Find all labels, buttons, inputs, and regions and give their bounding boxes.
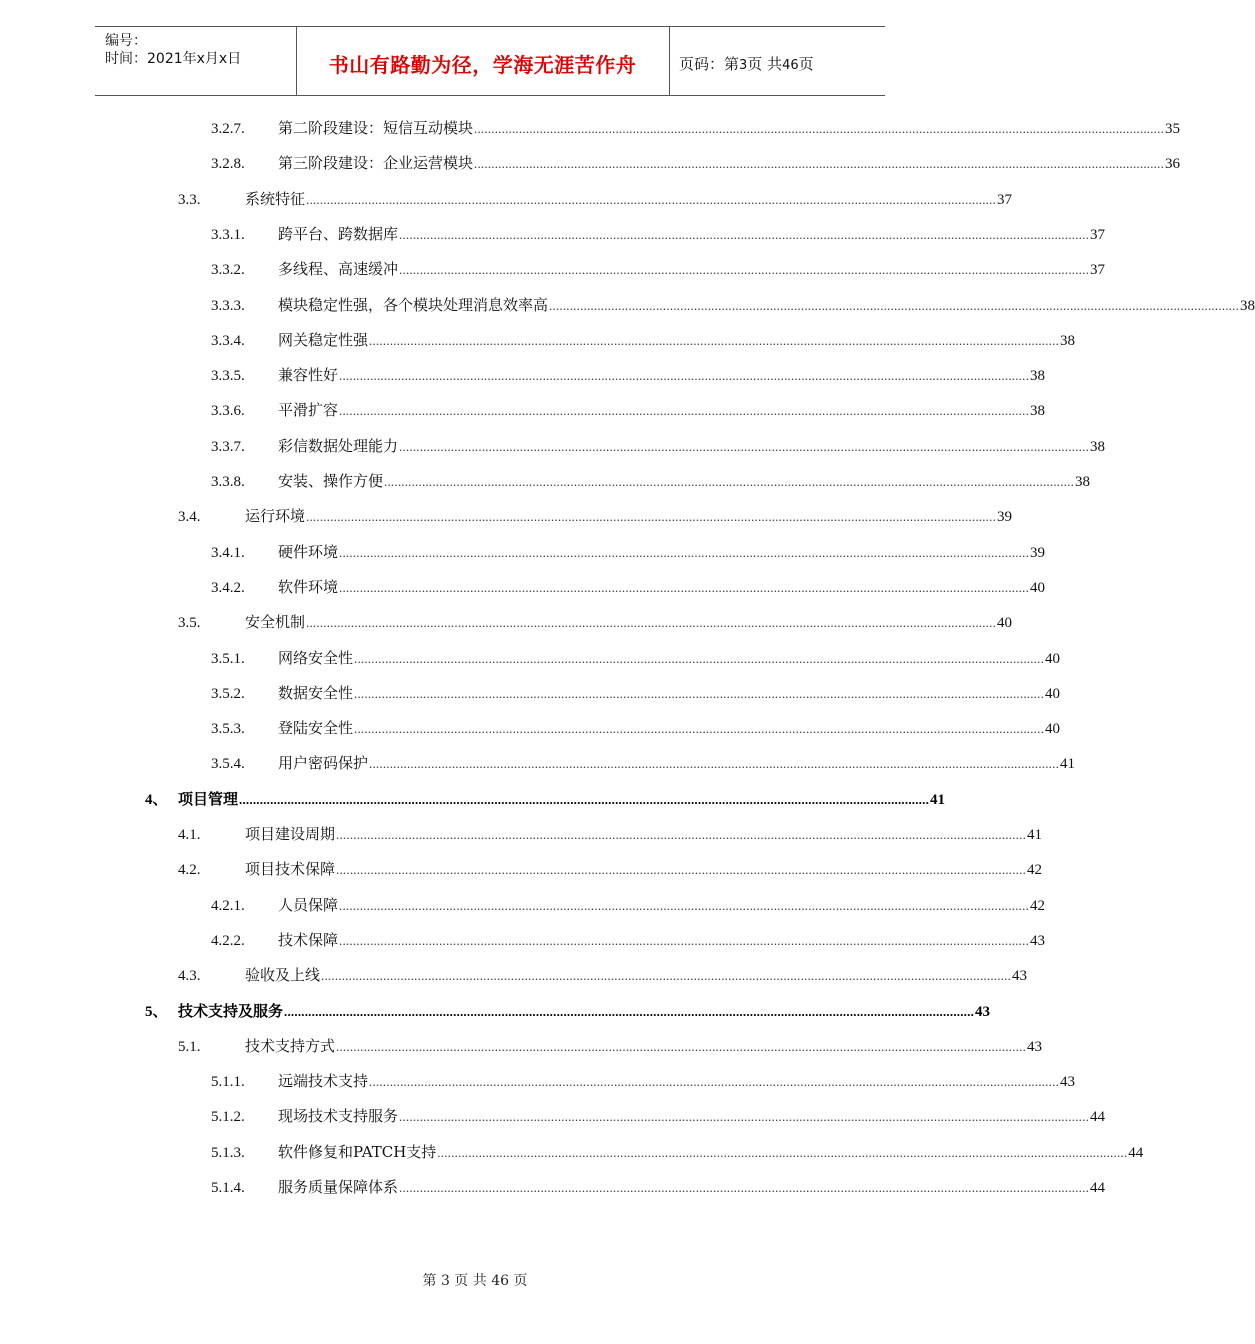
toc-dot-leader: ........................................................................................................................................................................................................ [339,932,1030,948]
toc-entry[interactable] [178,857,1043,881]
toc-entry[interactable] [211,540,1046,564]
toc-dot-leader: ........................................................................................................................................................................................................ [549,297,1240,313]
toc-entry[interactable] [211,293,1255,317]
toc-entry-page: 37 [1090,226,1106,243]
toc-entry-number: 3.3.3. [211,297,245,314]
toc-entry-title: 安装、操作方便 [278,472,384,490]
header-motto: 书山有路勤为径，学海无涯苦作舟 [328,53,637,77]
toc-dot-leader: ........................................................................................................................................................................................................ [336,1038,1027,1054]
toc-entry-number: 3.4. [178,509,201,526]
toc-entry-title: 网关稳定性强 [278,330,369,349]
toc-entry-title: 数据安全性 [278,683,354,702]
toc-entry-page: 41 [1060,756,1076,773]
toc-entry[interactable] [211,1140,1144,1164]
toc-entry-title: 技术支持及服务 [178,1001,284,1020]
toc-entry[interactable] [211,751,1076,775]
toc-entry-title: 软件修复和PATCH支持 [278,1142,437,1161]
toc-dot-leader: ........................................................................................................................................................................................................ [306,615,997,631]
toc-entry-number: 4.2.2. [211,932,245,949]
toc-entry-title: 登陆安全性 [278,719,354,738]
toc-entry-page: 43 [1012,968,1028,985]
toc-dot-leader: ........................................................................................................................................................................................................ [369,756,1060,772]
toc-entry[interactable] [211,681,1061,705]
header-divider [669,26,670,96]
toc-entry-page: 40 [997,615,1013,632]
toc-entry[interactable] [211,1069,1076,1093]
toc-entry-page: 42 [1030,897,1046,914]
page-prefix: 页码：第 [679,55,740,73]
header-meta [105,32,241,68]
toc-entry-title: 跨平台、跨数据库 [278,224,399,243]
toc-entry-title: 服务质量保障体系 [278,1178,399,1196]
toc-entry-number: 5.1.4. [211,1180,245,1196]
toc-entry[interactable] [211,116,1181,140]
toc-entry-page: 44 [1128,1144,1144,1161]
toc-entry-title: 彩信数据处理能力 [278,436,399,455]
page-header [95,26,885,96]
toc-entry-page: 39 [997,509,1013,526]
toc-entry-number: 4.1. [178,827,201,843]
toc-entry[interactable] [211,434,1106,458]
toc-dot-leader: ........................................................................................................................................................................................................ [354,650,1045,666]
toc-dot-leader: ........................................................................................................................................................................................................ [336,862,1027,878]
toc-entry-number: 4.2. [178,862,201,879]
toc-entry-title: 系统特征 [245,189,306,208]
toc-entry[interactable] [178,963,1028,987]
toc-entry-number: 3.5. [178,615,201,632]
toc-entry[interactable] [211,257,1106,281]
toc-entry-page: 43 [1030,932,1046,949]
header-bottom-rule [95,95,885,96]
toc-dot-leader: ........................................................................................................................................................................................................ [399,438,1090,454]
toc-entry[interactable] [211,469,1091,493]
toc-entry-title: 现场技术支持服务 [278,1107,399,1126]
toc-entry-page: 41 [1027,827,1043,843]
toc-dot-leader: ........................................................................................................................................................................................................ [339,897,1030,913]
toc-dot-leader: ........................................................................................................................................................................................................ [399,262,1090,278]
toc-dot-leader: ........................................................................................................................................................................................................ [284,1003,975,1019]
toc-entry[interactable] [211,646,1061,670]
toc-entry-number: 5、 [145,1003,168,1020]
toc-entry-page: 36 [1165,156,1181,173]
toc-entry-page: 40 [1030,579,1046,596]
toc-entry-title: 项目建设周期 [245,825,336,843]
toc-entry-title: 网络安全性 [278,648,354,667]
toc-entry-number: 5.1. [178,1038,201,1055]
toc-entry[interactable] [178,187,1013,211]
toc-entry-number: 3.5.1. [211,650,245,667]
header-page-info [679,53,814,74]
toc-entry[interactable] [178,822,1043,846]
toc-entry[interactable] [178,504,1013,528]
toc-entry-page: 38 [1240,297,1255,314]
toc-entry[interactable] [211,928,1046,952]
toc-dot-leader: ........................................................................................................................................................................................................ [239,791,930,807]
page-mid: 页 共 [747,55,783,73]
toc-dot-leader: ........................................................................................................................................................................................................ [399,226,1090,242]
toc-entry-number: 3.3.7. [211,438,245,455]
toc-dot-leader: ........................................................................................................................................................................................................ [474,156,1165,172]
toc-dot-leader: ........................................................................................................................................................................................................ [437,1144,1128,1160]
toc-entry-title: 第二阶段建设：短信互动模块 [278,119,474,137]
toc-entry-page: 40 [1045,721,1061,738]
toc-entry-number: 3.5.3. [211,721,245,738]
toc-entry[interactable] [211,398,1046,422]
toc-entry-title: 项目管理 [178,789,239,808]
toc-entry-title: 验收及上线 [245,966,321,985]
toc-entry-number: 3.3.5. [211,368,245,385]
toc-entry-number: 5.1.1. [211,1074,245,1091]
toc-entry-page: 40 [1045,685,1061,702]
toc-entry-page: 41 [930,791,946,808]
toc-entry-number: 3.3.6. [211,403,245,420]
toc-dot-leader: ........................................................................................................................................................................................................ [306,191,997,207]
toc-dot-leader: ........................................................................................................................................................................................................ [354,721,1045,737]
toc-dot-leader: ........................................................................................................................................................................................................ [339,403,1030,419]
toc-entry-number: 3.2.7. [211,121,245,137]
header-top-rule [95,26,885,27]
toc-entry-page: 37 [997,191,1013,208]
toc-entry-title: 平滑扩容 [278,401,339,420]
toc-entry-title: 人员保障 [278,895,339,914]
toc-entry[interactable] [211,151,1181,175]
toc-entry-number: 3.3.4. [211,332,245,349]
toc-dot-leader: ........................................................................................................................................................................................................ [306,509,997,525]
toc-dot-leader: ........................................................................................................................................................................................................ [354,685,1045,701]
toc-entry-page: 43 [1060,1074,1076,1091]
toc-entry-title: 技术保障 [278,930,339,949]
toc-entry-page: 42 [1027,862,1043,879]
toc-entry-number: 5.1.3. [211,1144,245,1161]
toc-entry-page: 38 [1030,368,1046,385]
toc-entry-page: 43 [1027,1038,1043,1055]
toc-entry-number: 3.2.8. [211,156,245,173]
toc-entry[interactable] [211,575,1046,599]
toc-dot-leader: ........................................................................................................................................................................................................ [399,1109,1090,1125]
toc-entry[interactable] [211,1175,1106,1199]
toc-entry-title: 用户密码保护 [278,754,369,773]
toc-entry-title: 多线程、高速缓冲 [278,260,399,279]
toc-entry-number: 3.5.2. [211,685,245,702]
toc-entry[interactable] [211,328,1076,352]
toc-entry-page: 39 [1030,544,1046,561]
toc-entry-number: 3.3.8. [211,474,245,490]
toc-entry-title: 运行环境 [245,507,306,526]
page-total: 46 [782,58,799,73]
toc-entry-title: 技术支持方式 [245,1036,336,1055]
page-suffix: 页 [798,55,814,73]
toc-entry-number: 3.4.2. [211,579,245,596]
toc-entry-page: 38 [1090,438,1106,455]
toc-entry-number: 3.4.1. [211,544,245,561]
toc-entry-title: 模块稳定性强，各个模块处理消息效率高 [278,295,549,314]
page-footer: 第 3 页 共 46 页 [422,1273,528,1289]
toc-entry-title: 远端技术支持 [278,1072,369,1091]
toc-entry[interactable] [145,999,991,1023]
toc-entry-title: 兼容性好 [278,366,339,385]
toc-entry-page: 35 [1165,121,1181,137]
toc-entry-number: 4、 [145,791,168,808]
toc-entry[interactable] [145,787,946,811]
toc-entry-page: 38 [1075,474,1091,490]
toc-entry[interactable] [211,1104,1106,1128]
toc-entry-title: 安全机制 [245,613,306,632]
toc-entry-title: 软件环境 [278,577,339,596]
toc-entry[interactable] [211,893,1046,917]
toc-entry-page: 40 [1045,650,1061,667]
toc-entry-number: 4.2.1. [211,897,245,914]
toc-entry[interactable] [178,610,1013,634]
toc-entry-title: 硬件环境 [278,542,339,561]
toc-entry-page: 38 [1060,332,1076,349]
toc-dot-leader: ........................................................................................................................................................................................................ [369,332,1060,348]
toc-entry-number: 5.1.2. [211,1109,245,1126]
toc-dot-leader: ........................................................................................................................................................................................................ [339,368,1030,384]
time-label: 时间：2021年x月x日 [105,51,242,67]
toc-entry-number: 3.3. [178,191,201,208]
toc-dot-leader: ........................................................................................................................................................................................................ [339,579,1030,595]
toc-dot-leader: ........................................................................................................................................................................................................ [474,121,1165,136]
toc-entry-page: 44 [1090,1109,1106,1126]
toc-entry-number: 4.3. [178,968,201,985]
toc-dot-leader: ........................................................................................................................................................................................................ [321,968,1012,984]
toc-dot-leader: ........................................................................................................................................................................................................ [384,474,1075,489]
toc-dot-leader: ........................................................................................................................................................................................................ [369,1074,1060,1090]
toc-entry-page: 44 [1090,1180,1106,1196]
toc-entry-number: 3.3.1. [211,226,245,243]
toc-entry-page: 38 [1030,403,1046,420]
toc-entry[interactable] [211,363,1046,387]
toc-entry[interactable] [178,1034,1043,1058]
toc-entry-page: 37 [1090,262,1106,279]
toc-entry-title: 项目技术保障 [245,860,336,879]
serial-label: 编号： [105,33,147,49]
toc-entry-title: 第三阶段建设：企业运营模块 [278,154,474,173]
toc-dot-leader: ........................................................................................................................................................................................................ [339,544,1030,560]
toc-entry[interactable] [211,716,1061,740]
toc-entry-page: 43 [975,1003,991,1020]
toc-entry-number: 3.3.2. [211,262,245,279]
page-number: 3 [739,58,748,73]
toc-entry[interactable] [211,222,1106,246]
toc-dot-leader: ........................................................................................................................................................................................................ [399,1180,1090,1195]
toc-entry-number: 3.5.4. [211,756,245,773]
toc-dot-leader: ........................................................................................................................................................................................................ [336,827,1027,842]
